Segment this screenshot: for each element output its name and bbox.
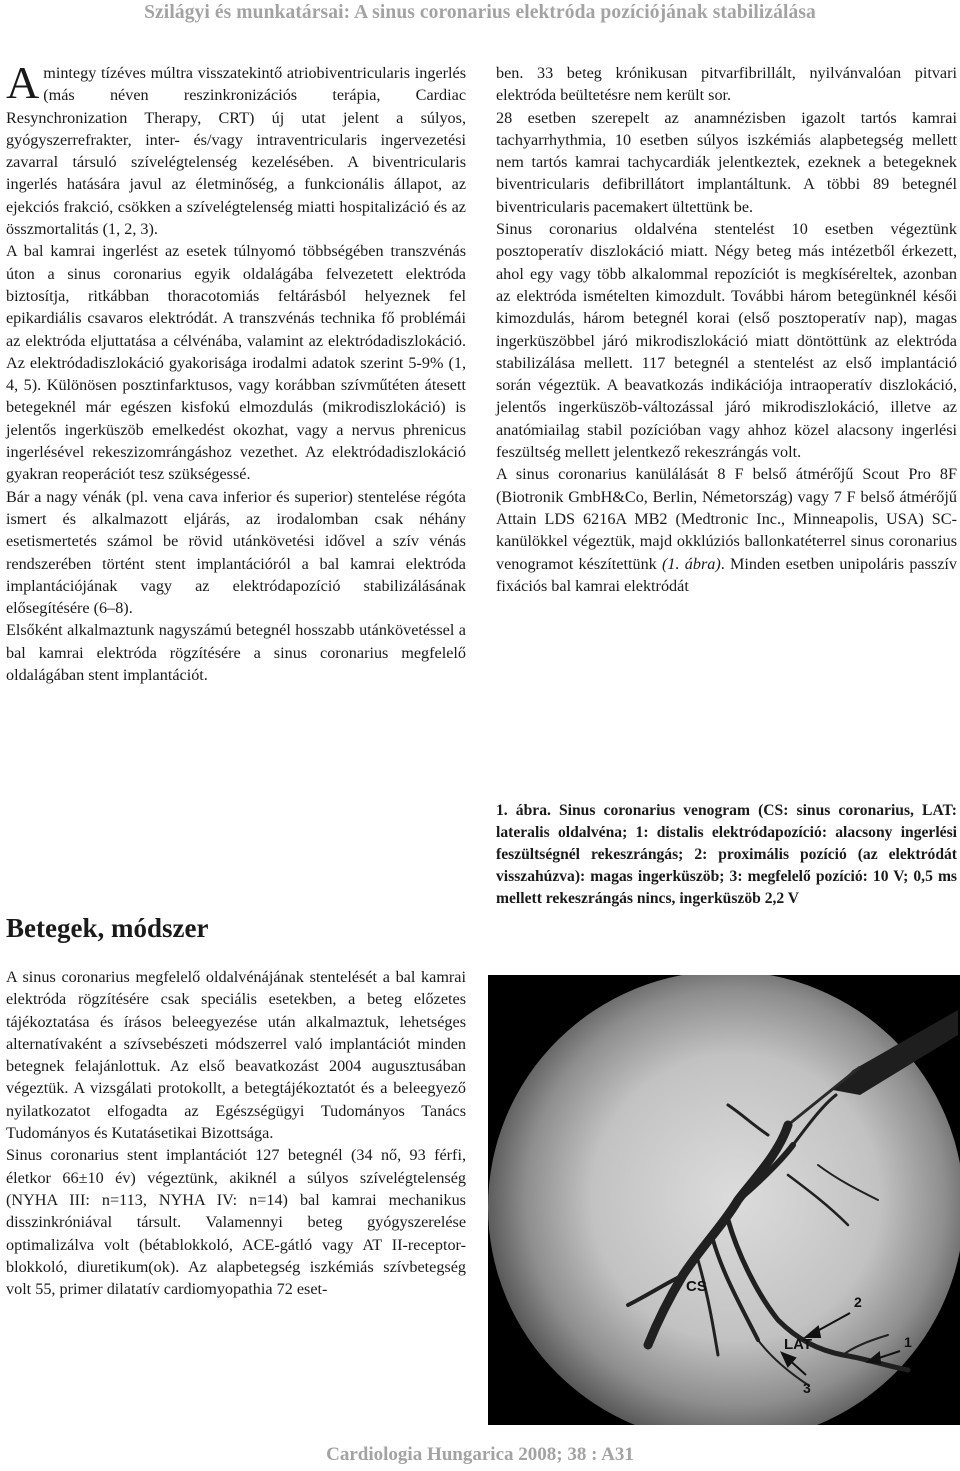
label-3: 3 bbox=[803, 1380, 811, 1396]
label-2: 2 bbox=[854, 1294, 862, 1310]
figure-reference: (1. ábra) bbox=[662, 554, 721, 573]
intro-paragraph bbox=[6, 57, 466, 240]
figure-caption: 1. ábra. Sinus coronarius venogram (CS: sinus coronarius, LAT: lateralis oldalvéna; 1: distalis elektródapozíció: alacsony ingerlési feszültségnél rekeszrángás; 2: proximális pozíció (az elektródát visszahúzva): magas ingerküszöb; 3: megfelelő pozíció: 10 V; 0,5 ms mellett rekeszrángás nincs, ingerküszöb 2,2 V bbox=[496, 802, 957, 907]
venogram-image bbox=[488, 975, 960, 1425]
paragraph-stenting-cases: Sinus coronarius oldalvéna stentelést 10 esetben végeztünk posztoperatív diszlokáció miatt. Négy beteg más intézetből érkezett, ahol egy vagy több alkalommal repozíciót is megkíséreltek, azonban az elektróda ismételten kimozdult. További három betegünknél késői kimozdulás, három betegnél korai (első posztoperatív nap), magas ingerküszöbbel járó mikrodiszlokáció miatt döntöttünk az elektróda stabilizálása mellett. 117 betegnél a stentelést az első implantáció során végeztük. A beavatkozás indikációja intraoperatív diszlokáció, jelentős ingerküszöb-változással járó mikrodiszlokáció, illetve az anatómiailag stabil pozícióban vagy ahhoz közel alacsony ingerlési feszültség mellett jelentkező rekeszrángás volt. bbox=[496, 220, 957, 462]
section-heading: Betegek, módszer bbox=[6, 913, 209, 943]
paragraph-first-use: Elsőként alkalmaztunk nagyszámú betegnél hosszabb utánkövetéssel a bal kamrai elektróda rögzítésére a sinus coronarius megfelelő oldalágában stent implantációt. bbox=[6, 621, 466, 685]
methods-column bbox=[6, 966, 466, 1300]
paragraph-tachyarrhythmia: 28 esetben szerepelt az anamnézisben igazolt tartós kamrai tachyarrhythmia, 10 esetben súlyos iszkémiás alapbetegség mellett nem tartós kamrai tachycardiák jelentkeztek, ezeknek a betegeknek biventricularis defibrillátort implantáltunk. A többi 89 betegnél biventricularis pacemakert ültettünk be. bbox=[496, 108, 957, 216]
journal-footer: Cardiologia Hungarica 2008; 38 : A31 bbox=[326, 1444, 634, 1465]
paragraph-transvenous: A bal kamrai ingerlést az esetek túlnyomó többségében transzvénás úton a sinus coronarius egyik oldalágába felvezetett elektróda biztosítja, ritkábban thoracotomiás feltárásból helyeznek fel epikardiális csavaros elektródát. A transzvénás technika fő problémái az elektróda eljuttatása a célvénába, valamint az elektródadiszlokáció. Az elektródadiszlokáció gyakorisága irodalmi adatok szerint 5-9% (1, 4, 5). Különösen posztinfarktusos, vagy korábban szívműtéten átesett betegeknél már egészen kisfokú elmozdulás (mikrodiszlokáció) is jelentős ingerküszöb emelkedést okozhat, vagy a nervus phrenicus ingerlésével rekeszizomrángáshoz vezethet. Az elektródadiszlokáció gyakran reoperációt tesz szükségessé. bbox=[6, 242, 466, 484]
intro-text: mintegy tízéves múltra visszatekintő atriobiventricularis ingerlés (más néven reszinkronizációs terápia, Cardiac Resynchronization Therapy, CRT) új utat jelent a súlyos, gyógyszerrefrakter, inter- és/vagy intraventricularis ingervezetési zavarral társuló szívelégtelenség kezelésében. A biventricularis ingerlés hatására javul az életminőség, a funkcionális állapot, az ejekciós frakció, csökken a szívelégtelenség miatti hospitalizáció és az összmortalitás (1, 2, 3). bbox=[6, 64, 466, 239]
paragraph-cannulation: A sinus coronarius kanülálását 8 F belső átmérőjű Scout Pro 8F (Biotronik GmbH&Co, Berlin, Németország) vagy 7 F belső átmérőjű Attain LDS 6216A MB2 (Medtronic Inc., Minneapolis, USA) SC-kanülökkel végeztük, majd okklúziós ballonkatéterrel sinus coronarius venogramot készítettünk (1. ábra). Minden esetben unipoláris passzív fixációs bal kamrai elektródát bbox=[496, 465, 957, 595]
left-column bbox=[6, 57, 466, 686]
running-title: Szilágyi és munkatársai: A sinus coronarius elektróda pozíciójának stabilizálása bbox=[144, 2, 816, 23]
fluoroscopy-field bbox=[488, 975, 960, 1425]
label-lat: LAT bbox=[784, 1336, 813, 1353]
paragraph-methods-1: A sinus coronarius megfelelő oldalvénájának stentelését a bal kamrai elektróda rögzítésére csak speciális esetekben, a beteg előzetes tájékoztatása és írásos beleegyezése után alkalmaztuk, lehetséges alternatívaként a szívsebészeti módszerrel való implantációt minden betegnek felajánlottuk. Az első beavatkozást 2004 augusztusában végeztük. A vizsgálati protokollt, a betegtájékoztatót és a beleegyező nyilatkozatot elfogadta az Egészségügyi Tudományos Tanács Tudományos és Kutatásetikai Bizottsága. bbox=[6, 968, 466, 1143]
paragraph-methods-2: Sinus coronarius stent implantációt 127 betegnél (34 nő, 93 férfi, életkor 66±10 év) végeztünk, akiknél a súlyos szívelégtelenség (NYHA III: n=113, NYHA IV: n=14) bal kamrai mechanikus disszinkróniával társult. Valamennyi beteg gyógyszerelése optimalizálva volt (bétablokkoló, ACE-gátló vagy AT II-receptor-blokkoló, diuretikum(ok). Az alapbetegség iszkémiás szívbetegség volt 55, primer dilatatív cardiomyopathia 72 eset- bbox=[6, 1146, 466, 1299]
venogram-figure bbox=[488, 975, 960, 1425]
label-1: 1 bbox=[904, 1334, 912, 1350]
paragraph-continuation: ben. 33 beteg krónikusan pitvarfibrillált, nyilvánvalóan pitvari elektróda beültetésre nem került sor. bbox=[496, 64, 957, 105]
paragraph-great-veins: Bár a nagy vénák (pl. vena cava inferior és superior) stentelése régóta ismert és alkalmazott eljárás, az irodalomban csak néhány esetismertetés számol be rövid utánkövetési idővel a szív vénás rendszerében történt stent implantációról a bal kamrai elektróda implantációjának vagy az elektródapozíció stabilizálásának elősegítésére (6–8). bbox=[6, 487, 466, 618]
drop-cap: A bbox=[6, 57, 40, 108]
right-column bbox=[496, 62, 957, 597]
label-cs: CS bbox=[686, 1278, 707, 1295]
